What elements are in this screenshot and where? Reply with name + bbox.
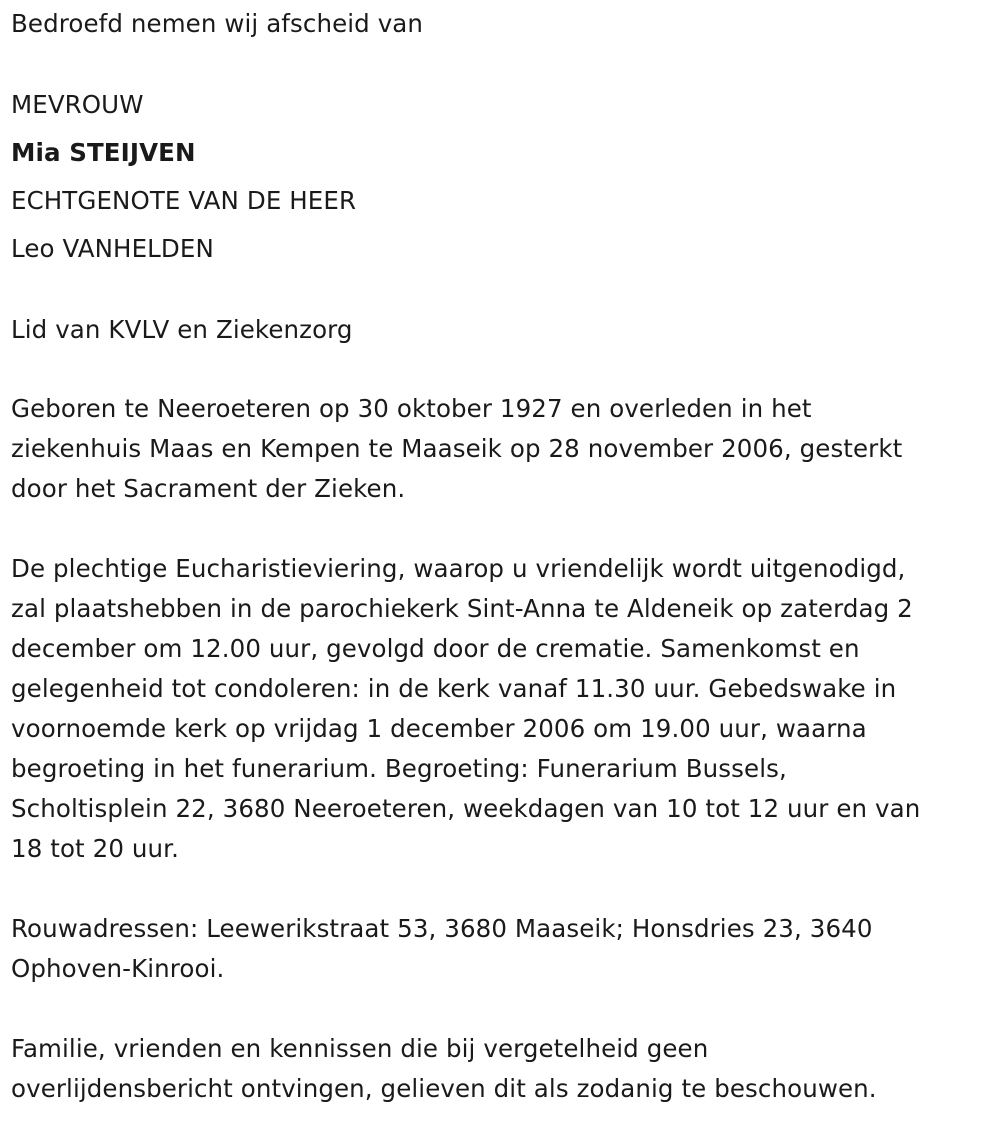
paragraph-line: Familie, vrienden en kennissen die bij vergetelheid geen — [11, 1034, 709, 1063]
paragraph-line: voornoemde kerk op vrijdag 1 december 2006 om 19.00 uur, waarna — [11, 714, 867, 743]
paragraph-line: zal plaatshebben in de parochiekerk Sint-Anna te Aldeneik op zaterdag 2 — [11, 594, 913, 623]
paragraph-line: De plechtige Eucharistieviering, waarop u vriendelijk wordt uitgenodigd, — [11, 554, 906, 583]
paragraph-line: Scholtisplein 22, 3680 Neeroeteren, weekdagen van 10 tot 12 uur en van — [11, 794, 921, 823]
paragraph-line: Geboren te Neeroeteren op 30 oktober 1927 en overleden in het — [11, 394, 812, 423]
intro-line: Bedroefd nemen wij afscheid van — [11, 9, 424, 38]
paragraph-line: 18 tot 20 uur. — [11, 834, 179, 863]
paragraph-line: Ophoven-Kinrooi. — [11, 954, 225, 983]
paragraph-line: overlijdensbericht ontvingen, gelieven dit als zodanig te beschouwen. — [11, 1074, 877, 1103]
paragraph-line: gelegenheid tot condoleren: in de kerk vanaf 11.30 uur. Gebedswake in — [11, 674, 897, 703]
paragraph-line: december om 12.00 uur, gevolgd door de crematie. Samenkomst en — [11, 634, 860, 663]
service-paragraph — [11, 549, 986, 869]
membership-line: Lid van KVLV en Ziekenzorg — [11, 315, 353, 344]
relation-line: ECHTGENOTE VAN DE HEER — [11, 186, 357, 215]
deceased-name: Mia STEIJVEN — [11, 138, 196, 167]
birth-death-paragraph — [11, 389, 986, 509]
spouse-name: Leo VANHELDEN — [11, 234, 214, 263]
family-note-paragraph — [11, 1029, 986, 1109]
honorific-title: MEVROUW — [11, 90, 144, 119]
paragraph-line: Rouwadressen: Leewerikstraat 53, 3680 Maaseik; Honsdries 23, 3640 — [11, 914, 873, 943]
paragraph-line: ziekenhuis Maas en Kempen te Maaseik op 28 november 2006, gesterkt — [11, 434, 903, 463]
paragraph-line: begroeting in het funerarium. Begroeting: Funerarium Bussels, — [11, 754, 787, 783]
addresses-paragraph — [11, 909, 986, 989]
paragraph-line: door het Sacrament der Zieken. — [11, 474, 406, 503]
